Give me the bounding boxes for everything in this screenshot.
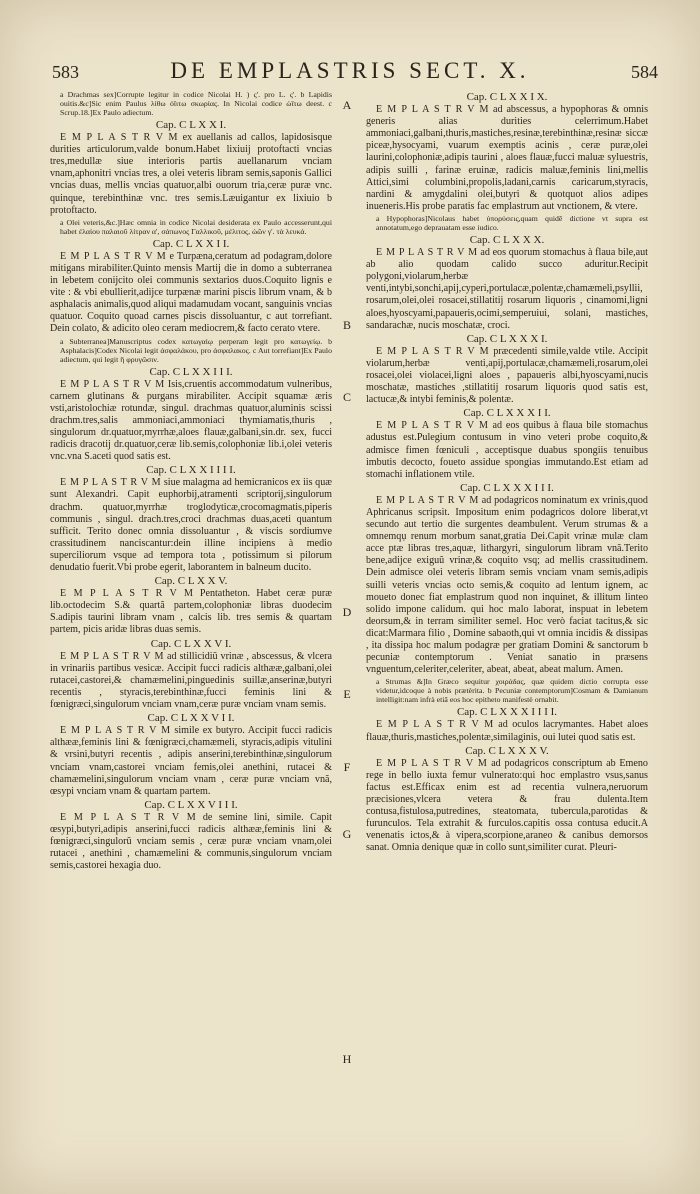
footnote: a Olei veteris,&c.]Hæc omnia in codice Nicolai desiderata ex Paulo accesserunt,qui habet ἐλαίου παλαιοῦ λίτραν α', σάπωνος Γαλλικοῦ, μέλιτος, ὠῶν γ'. τὰ λευκά. (60, 217, 332, 236)
recipe-paragraph (50, 251, 332, 336)
margin-letter: D (342, 605, 352, 619)
chapter-heading: Cap. C L X X I I. (152, 237, 230, 250)
chapter-heading: Cap. C L X X V I. (150, 637, 232, 650)
left-column (50, 90, 332, 1120)
paragraph-text: ex auellanis ad callos, lapidosisque durities articulorum,valde bonum.Habet lixiuij protoftacti vncias tres,medullæ siue interioris partis auellanarum vnciam vnam,aphonitri vncias tres, a olei veteris libram semis,saponis Gallici vncias duas, mellis vncias quatuor,albi ouorum tria,ceræ puræ vnc. quinque, terebinthinæ vnc. tres semis.Læuigantur ex lixiuio b protoftacto. (50, 132, 332, 216)
footnote: a Hypophoras]Nicolaus habet ὑπορύσεις,quam quidē dictione vt supra est annotatum,ego deprauatam esse iudico. (376, 213, 648, 232)
paragraph-text: ad eos quibus à flaua bile stomachus adustus est.Pulegium contusum in vino veteri probe coquito,& admisce fimen fœniculi , acceptisque duabus spongiis tenuibus imbutis decocto, fouetо assidue spongias immutando.Est etiam ad stomachi inflationem vtile. (366, 420, 648, 480)
recipe-paragraph (366, 346, 648, 406)
chapter-heading: Cap. C L X X I X. (466, 91, 548, 103)
recipe-paragraph (50, 812, 332, 872)
paragraph-text: ad podagricos nominatum ex vrinis,quod Aphricanus scripsit. Impositum enim podagricos dolore liberat,vt secundo aut tertio die surgentes deambulent. Verum strumas & a omnemqụ renum morbum sanat,gratia Dei.Capit vrinæ mulæ clam acce ptæ libras tres,aquæ, lithargyri, singulorum libram vnã.Terito bene,adijce exiguũ vrinæ,& coquito vsq; ad mellis crassitudinem. Dein admisce olei veteris libram semis vnciam vnam semis,adipis suilli veteris vncias octo semis,& coquito ad lentum ignem, ac moueto donec fiat emplastrum quod non inquinet, & illitum linteo solido impone calidum. qui hoc malo laborat, inspuat in lebetem deorsum,& in terram similiter semel. Hoc verò faciat tacitus,& sic dicat:Marmara filio , Domine sabaoth,qui vt omnia incidis & dissipas , ita dissipa hoc malum podagræ per gratiam Domini & sanctorum b pecuniæ contemptorum . Veniat sanatio in præsens vnguentum,celeriter,celeriter, abeat, abeat, abeat malum. Amen. (366, 494, 648, 676)
margin-letter: H (342, 1052, 352, 1066)
recipe-paragraph (50, 651, 332, 711)
chapter-heading: Cap. C L X X V. (154, 575, 228, 588)
lead-word: E M P L A S T R V M (60, 250, 167, 262)
lead-word: E M P L A S T R V M (60, 588, 194, 600)
recipe-paragraph (366, 758, 648, 855)
right-column (366, 90, 648, 1120)
recipe-paragraph (50, 588, 332, 636)
margin-letter: C (342, 390, 351, 404)
margin-letter: B (342, 318, 351, 332)
recipe-paragraph (366, 495, 648, 676)
lead-word: E M P L A S T R V M (60, 811, 197, 823)
chapter-heading: Cap. C L X X X I. (466, 332, 548, 345)
recipe-paragraph (366, 719, 648, 743)
footnote: a Subterranea]Manuscriptus codex κατωγαίῳ perperam legit pro κατωγείῳ. b Asphalacis]Codex Nicolai legit ἀσφαλάκου, pro ἀσφαλακος. c Aut torrefiant]Ex Paulo adiectum, qui legit ἢ φρυγῶσιν. (60, 336, 332, 364)
paragraph-text: præcedenti simile,valde vtile. Accipit violarum,herbæ venti,apij,portulacæ,chamæmeli,rosarum,olei rosacei,olei violacei,ligni aloes , papaueris albi,hyoscyami,nucis moschatæ, mastiches ,stillatitij rosarum liquoris quod satis est, lactucæ,& intybi feminis,& polentæ. (366, 345, 648, 406)
paragraph-text: ad stillicidiũ vrinæ , abscessus, & vlcera in vrinariis partibus vesicæ. Accipit fucci radicis althææ,galbani,olei rutacei,castorei,& chamæmelini,pinguedinis suillæ,anserinæ,butyri recentis , styracis,terebinthinæ,fucci feminis lini & fœnigræci,singulorum vnciam vnam,ceræ puræ vnciam vnam semis. (50, 650, 332, 711)
chapter-heading: Cap. C L X X X I I I I. (456, 706, 558, 719)
margin-letters (335, 90, 359, 1120)
lead-word: E M P L A S T R V M (376, 247, 478, 259)
lead-word: E M P L A S T R V M (60, 378, 165, 390)
margin-letter: A (342, 98, 352, 112)
page-header (40, 58, 660, 88)
footnote: a Drachmas sex]Corrupte legitur in codice Nicolai H. ) ς'. pro L. ς'. b Lapidis ouitis.&c]Sic enim Paulus λίθω ὀΐιτω σκωρίας. In Nicolai codice ὠΐτω deest. c Scrup.18.]Ex Paulo adiectum. (60, 90, 332, 117)
lead-word: E M P L A S T R V M (60, 650, 165, 662)
running-title: DE EMPLASTRIS SECT. X. (170, 58, 530, 83)
recipe-paragraph (50, 379, 332, 464)
chapter-heading: Cap. C L X X X. (469, 233, 545, 246)
paragraph-text: simile ex butyro. Accipit fucci radicis althææ,feminis lini & fœnigræci,chamæmeli, styracis,adipis vitulini & vrsini,butyri recentis , adipis anserini,terebinthinæ,singulorum vnciam vnam,castorei vnciam femis,olei anethini, rutacei & chamæmelini,singulorum vnciam vnam , ceræ puræ vnciam vnã, œsypi vnciam vnam & quartam partem. (50, 725, 332, 797)
paragraph-text: e Turpæna,ceratum ad podagram,dolore mitigans mirabiliter.Quinto mensis Martij die in domo a subterranea in lebetem conijcito olei communis sextarios duos.Coquito lignis e vite : & vbi ebullierit,adijce turpænæ marini piscis librum vnam, & b asphalacis animalis,quod aliqui madamudam vocant, sanguinis vncias quatuor. Coquito quoad carnes piscis dissoluantur, c aut torrefiant. Dein colato, & adicito oleo ceram mediocrem,& facto cerato vtere. (50, 250, 332, 335)
margin-letter: E (343, 687, 351, 701)
paragraph-text: de semine lini, simile. Capit œsypi,butyri,adipis anserini,fucci radicis althææ,feminis lini & fœnigræci,singulorũ vnciam semis , ceræ puræ vnciam vnam,olei rutacei , anethini , chamæmelini & communis,singulorum vnciam semis,castorei hexagia duo. (50, 811, 332, 872)
lead-word: E M P L A S T R V M (60, 132, 179, 144)
chapter-heading: Cap. C L X X X I I I. (460, 481, 554, 494)
lead-word: E M P L A S T R V M (376, 494, 479, 506)
page-number-right: 584 (631, 62, 658, 82)
page-number-left: 583 (52, 62, 79, 82)
chapter-heading: Cap. C L X X I I I I. (146, 464, 236, 477)
lead-word: E M P L A S T R V M (60, 725, 171, 737)
paragraph-text: siue malagma ad hemicranicos ex iis quæ sunt Alexandri. Capit euphorbij,atramenti scriptorij,singulorum drachm. quatuor,myrrhæ troglodyticæ,crocomagmatis,piperis communis , singul. drach.tres,croci drachmas duas,aceti quantum sufficit. Terito donec omnia dissoluantur , & viscis sordiumve crassitudinem nanciscantur:dein illine incipiens à medio superciliorum vsque ad tempora tota , potissimum si pilorum denudatio fuerit.Vbi probe egerit, laborantem in balneum ducito. (50, 477, 332, 573)
recipe-paragraph (366, 104, 648, 213)
paragraph-text: Isis,cruentis accommodatum vulneribus, carnem glutinans & purgans mirabiliter. Accipit squamæ æris vsti,aristolochiæ rotundæ, singul. drachmas quatuor,aluminis scissi drachm.tres,salis ammoniaci,ammoniaci thymiamatis,thuris , singulorum dr.quatuor,myrrhæ,aloes flauæ,galbani,sin.dr. sex, fucci radicis dracotij dr.quatuor,ceræ lib.semis,colophoniæ lib.i,olei veteris vnc.vna S.aceti quod satis est. (50, 378, 332, 463)
recipe-paragraph (366, 420, 648, 480)
lead-word: E M P L A S T R V M (376, 104, 490, 116)
chapter-heading: Cap. C L X X V I I I. (144, 798, 238, 811)
chapter-heading: Cap. C L X X I I I. (149, 365, 233, 378)
paragraph-text: ad oculos lacrymantes. Habet aloes flauæ,thuris,mastiches,polentæ,similaginis, oui lutei quod satis est. (366, 719, 648, 743)
recipe-paragraph (50, 725, 332, 798)
paragraph-text: ad abscessus, a hypophoras & omnis generis alias durities celerrimum.Habet ammoniaci,galbani,thuris,mastiches,resinæ,terebinthinæ,resinæ siccæ piceæ,hysocyami, vuarum exemptis acinis , ceræ puræ,olei laurini,colophoniæ,adipis taurini , aloes flauæ,fucci maluæ syluestris, adipis suilli , farinæ eruinæ, radicis maluæ,feminis lini,mellis Attici,simi columbini,propolis,ladani,carnis caricarum,styracis, nardini & amygdalini olei,butyri & quotquot alios adipes inueneris.His probe paratis fac emplastrum aut vnctionem, & vtere. (366, 104, 648, 212)
lead-word: E M P L A S T R V M (376, 757, 488, 769)
margin-letter: F (343, 760, 351, 774)
recipe-paragraph (366, 247, 648, 332)
paragraph-text: Pentatheton. Habet ceræ puræ lib.octodecim S.& quartã partem,colophoniæ libras duodecim S.adipis taurini libram vnam , calcis lib. tres semis & quartam partem, picis aridæ libras duas semis. (50, 588, 332, 636)
lead-word: E M P L A S T R V M (376, 719, 494, 731)
paragraph-text: ad eos quorum stomachus à flaua bile,aut ab alio quodam calido succo aduritur.Recipit polygoni,violarum,herbæ venti,intybi,sonchi,apij,cyperi,portulacæ,polentæ,chamæmeli,psyllii, rosarum,olei,olei rosacei,stillatitij rosarum liquoris , cinamomi,ligni aloes,hyoscyami,papaueris,ocimi,semperuiui, solani, mastiches, sandarachæ, nucis moschatæ, croci. (366, 247, 648, 331)
margin-letter: G (342, 827, 352, 841)
lead-word: E M P L A S T R V M (60, 477, 162, 489)
lead-word: E M P L A S T R V M (376, 420, 489, 432)
chapter-heading: Cap. C L X X I. (155, 119, 227, 131)
recipe-paragraph (50, 132, 332, 217)
paragraph-text: ad podagricos conscriptum ab Emeno rege in bello iuxta femur vulnerato:qui hoc emplastro vsus,sanus factus est.Efficax enim est ad recentia vulnera,neruorum præcisiones,vlcera vetera & frau dulenta.Item contusa,fistulosa,putredines, steatomata, tubercula,parotidas & furunculos. Tela extrahit & furculos.capitis ossa contusa educit.A venenatis ictos,& à vipera,scorpione,araneo & canibus demorsos sanat. Omnia denique quæ in collo sunt,similiter curat. Pleuri- (366, 757, 648, 854)
lead-word: E M P L A S T R V M (376, 345, 490, 357)
chapter-heading: Cap. C L X X X I I. (463, 407, 551, 420)
recipe-paragraph (50, 477, 332, 574)
chapter-heading: Cap. C L X X X V. (465, 744, 549, 757)
chapter-heading: Cap. C L X X V I I. (147, 712, 235, 725)
footnote: a Strumas &]In Græco sequitur χοιράδας, quæ quidem dictio corrupta esse videtur,idcoque à nobis prætèrita. b Pecuniæ contemptorum]Cosmam & Damianum intelligit:nam infrà etiã eos hoc epitheto manifestè ornabit. (376, 677, 648, 705)
